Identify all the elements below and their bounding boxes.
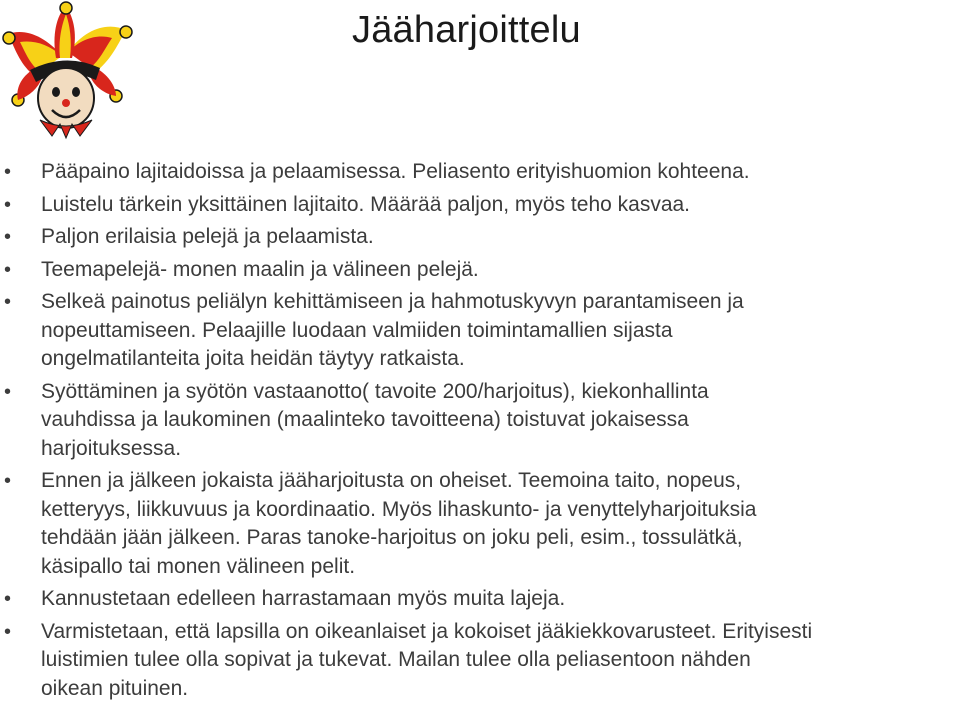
bullet-item [0,191,960,220]
bullet-dot-icon: • [4,193,12,216]
bullet-text-line: oikean pituinen. [41,676,189,700]
bullet-item [0,467,960,581]
bullet-text-line: harjoituksessa. [41,436,182,460]
bullet-text-line: käsipallo tai monen välineen pelit. [41,554,356,578]
bullet-item [0,256,960,285]
bullet-dot-icon: • [4,258,12,281]
jester-hat-logo [0,0,135,140]
bullet-text-line: Pääpaino lajitaidoissa ja pelaamisessa. Peliasento erityishuomion kohteena. [41,160,750,183]
bullet-dot-icon: • [4,588,12,610]
bullet-dot-icon: • [4,226,12,248]
bullet-text-line: nopeuttamiseen. Pelaajille luodaan valmiiden toimintamallien sijasta [41,318,673,342]
bullet-text-line: Paljon erilaisia pelejä ja pelaamista. [41,225,374,248]
bullet-text-line: tehdään jään jälkeen. Paras tanoke-harjoitus on joku peli, esim., tossulätkä, [41,526,743,549]
bullet-text-line: ketteryys, liikkuvuus ja koordinaatio. Myös lihaskunto- ja venyttelyharjoituksia [41,497,757,521]
bullet-item [0,585,960,614]
bullet-text-line: Syöttäminen ja syötön vastaanotto( tavoite 200/harjoitus), kiekonhallinta [41,379,709,403]
bullet-dot-icon: • [4,161,12,183]
bullet-item [0,378,960,464]
bullet-item [0,618,960,704]
bullet-item [0,223,960,252]
bullet-text-line: Varmistetaan, että lapsilla on oikeanlaiset ja kokoiset jääkiekkovarusteet. Erityisesti [41,619,813,643]
bullet-dot-icon: • [4,291,12,313]
bullet-dot-icon: • [4,470,12,492]
bullet-text-line: Ennen ja jälkeen jokaista jääharjoitusta on oheiset. Teemoina taito, nopeus, [41,469,742,492]
bullet-item [0,288,960,374]
bullet-text-line: Luistelu tärkein yksittäinen lajitaito. Määrää paljon, myös teho kasvaa. [41,192,691,216]
bullet-dot-icon: • [4,380,12,403]
bullet-text-line: vauhdissa ja laukominen (maalinteko tavoitteena) toistuvat jokaisessa [41,408,689,431]
bullet-dot-icon: • [4,620,12,643]
bullet-text-line: Kannustetaan edelleen harrastamaan myös muita lajeja. [41,587,566,610]
bullet-text-line: ongelmatilanteita joita heidän täytyy ratkaista. [41,347,465,370]
slide-title: Jääharjoittelu [352,9,581,51]
bullet-text-line: Teemapelejä- monen maalin ja välineen pelejä. [41,257,479,281]
bullet-text-line: luistimien tulee olla sopivat ja tukevat. Mailan tulee olla peliasentoon nähden [41,648,751,671]
bullet-item [0,158,960,187]
bullet-text-line: Selkeä painotus peliälyn kehittämiseen ja hahmotuskyvyn parantamiseen ja [41,290,744,313]
bullet-list [0,158,960,707]
